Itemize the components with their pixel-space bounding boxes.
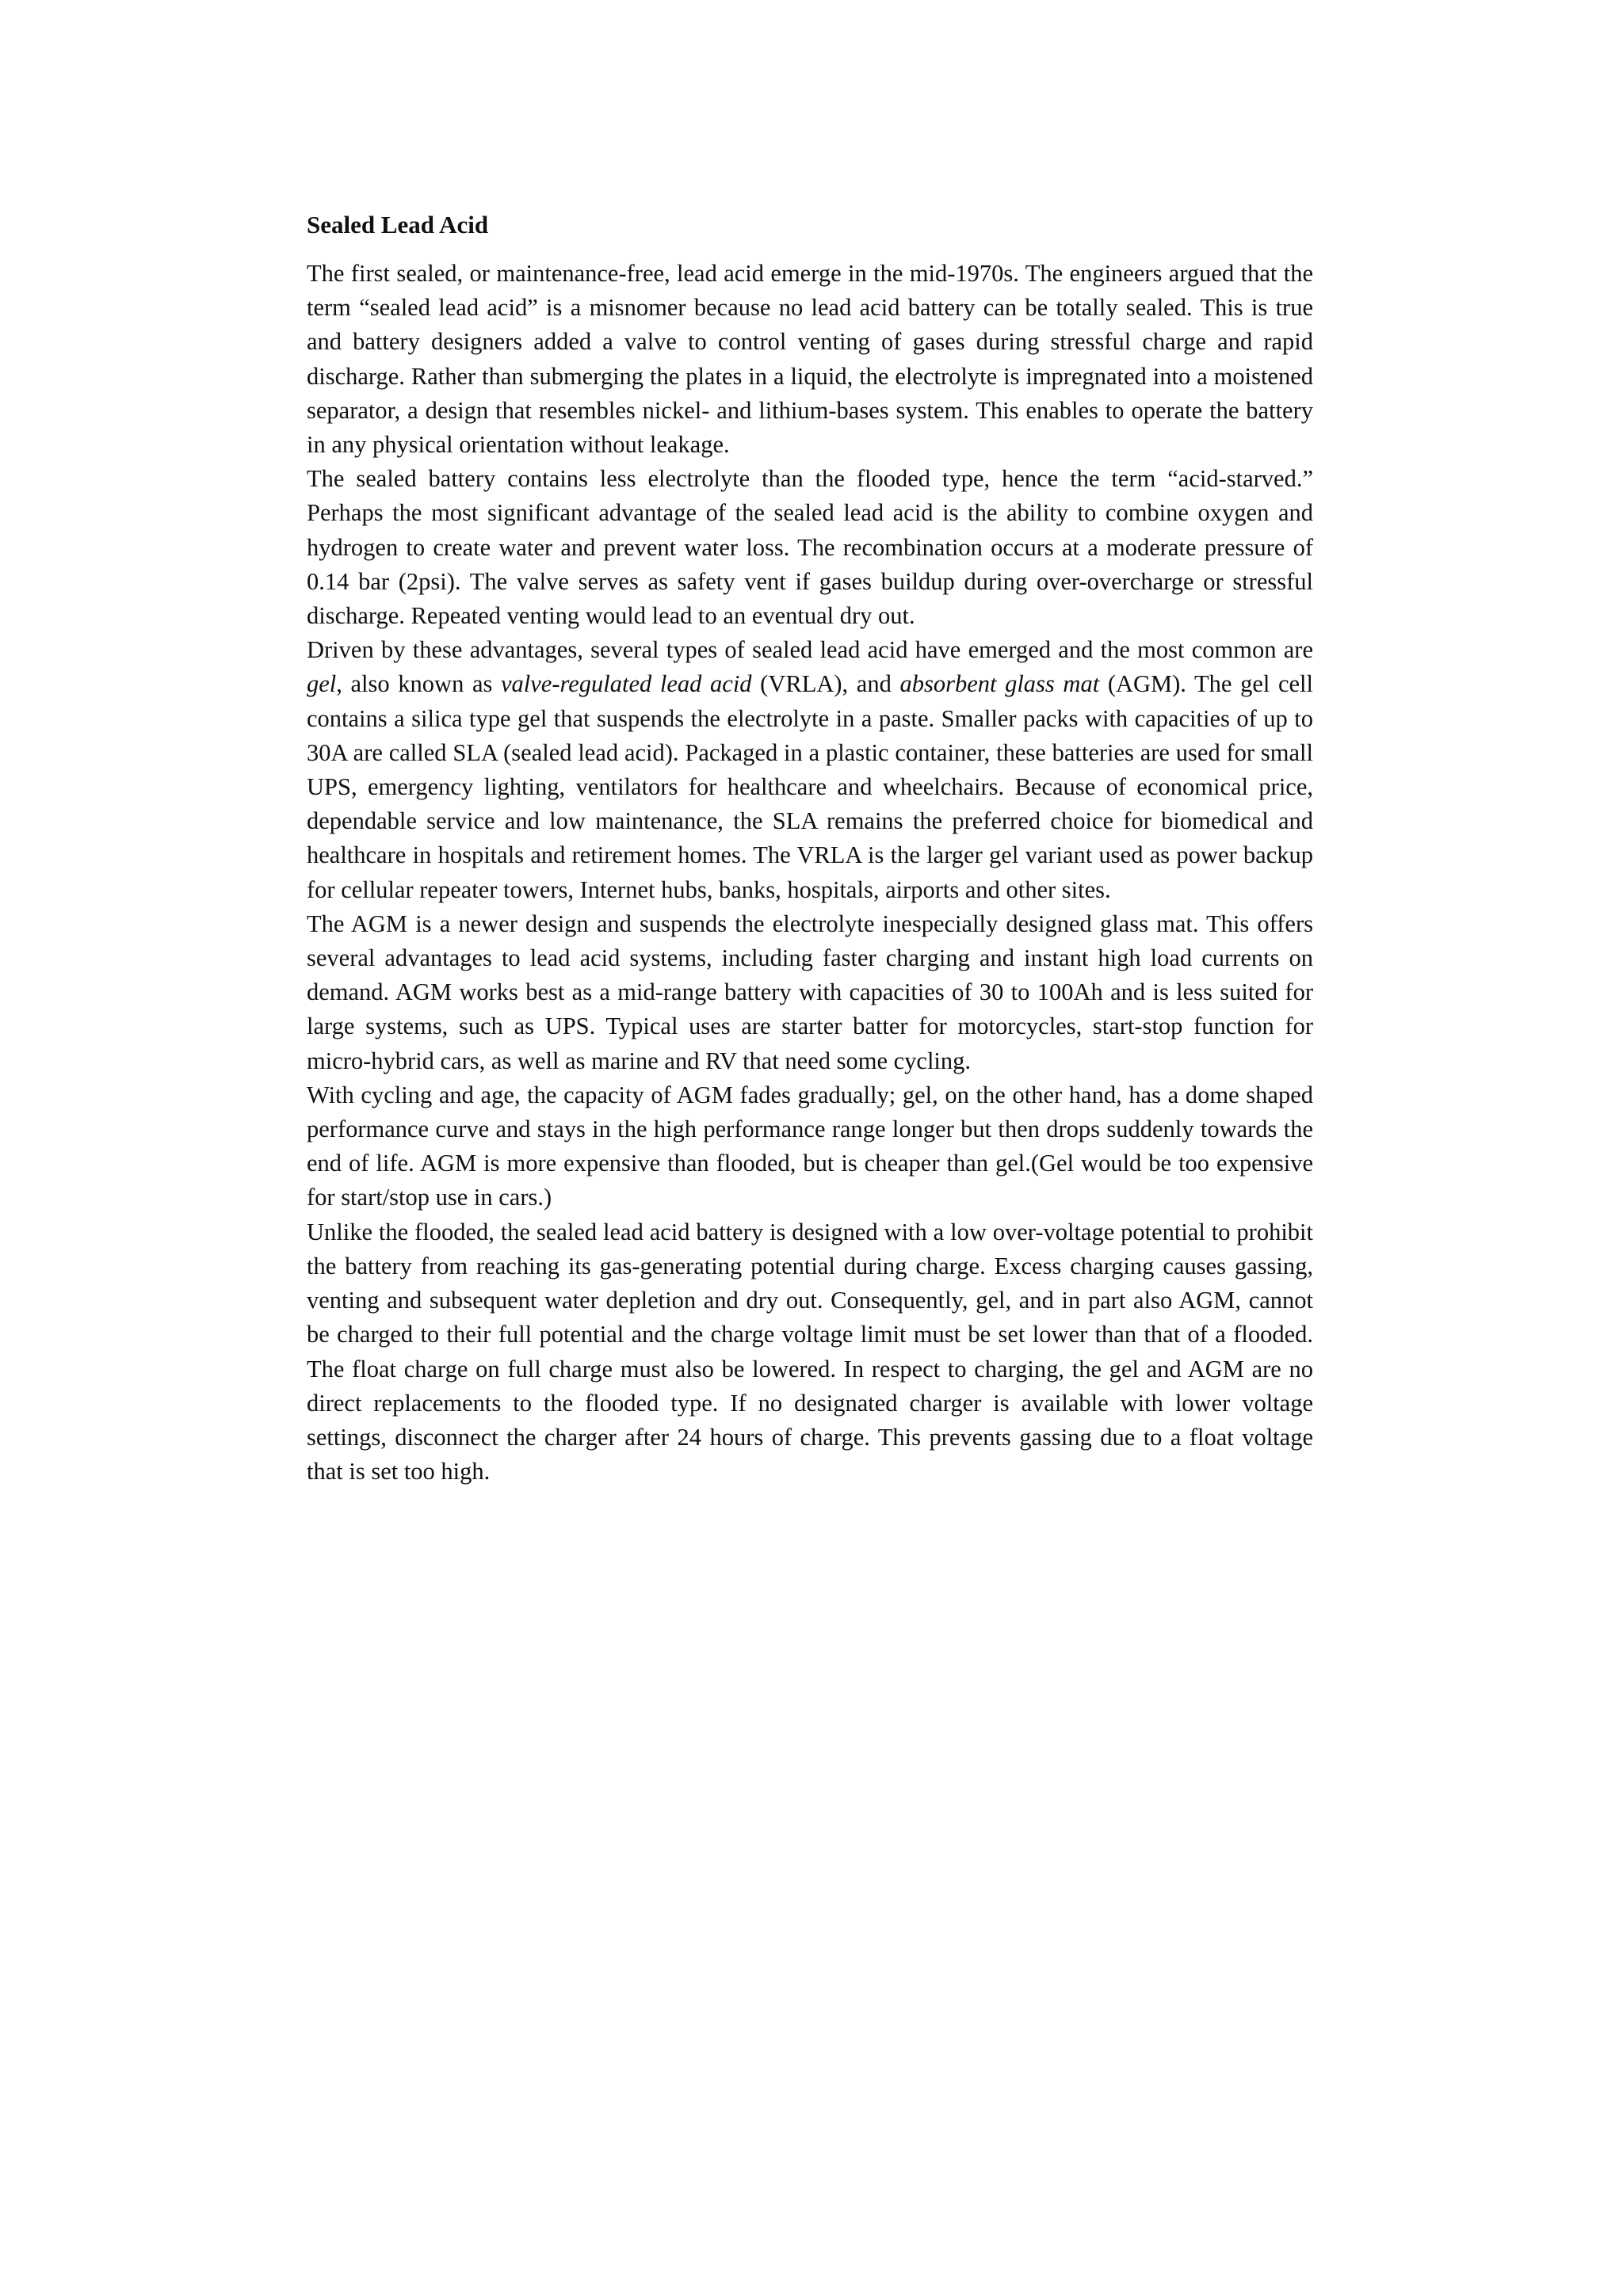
paragraph-cycling-age: With cycling and age, the capacity of AGM fades gradually; gel, on the other hand, has a dome shaped performance curve and stays in the high performance range longer but then drops suddenly towards the end of life. AGM is more expensive than flooded, but is cheaper than gel.(Gel would be too expensive for start/stop use in cars.) <box>307 1081 1313 1211</box>
text-segment: , also known as <box>336 670 501 698</box>
text-segment: (VRLA), and <box>751 670 900 698</box>
paragraph-battery-types <box>307 633 1313 907</box>
term-vrla: valve-regulated lead acid <box>501 670 752 698</box>
paragraph-charging: Unlike the flooded, the sealed lead acid battery is designed with a low over-voltage potential to prohibit the battery from reaching its gas-generating potential during charge. Excess charging causes gassing, venting and subsequent water depletion and dry out. Consequently, gel, and in part also AGM, cannot be charged to their full potential and the charge voltage limit must be set lower than that of a flooded. The float charge on full charge must also be lowered. In respect to charging, the gel and AGM are no direct replacements to the flooded type. If no designated charger is available with lower voltage settings, disconnect the charger after 24 hours of charge. This prevents gassing due to a float voltage that is set too high. <box>307 1218 1313 1486</box>
term-agm: absorbent glass mat <box>899 670 1100 698</box>
document-body <box>307 208 1313 1489</box>
paragraph-introduction: The first sealed, or maintenance-free, lead acid emerge in the mid-1970s. The engineers argued that the term “sealed lead acid” is a misnomer because no lead acid battery can be totally sealed. This is true and battery designers added a valve to control venting of gases during stressful charge and rapid discharge. Rather than submerging the plates in a liquid, the electrolyte is impregnated into a moistened separator, a design that resembles nickel- and lithium-bases system. This enables to operate the battery in any physical orientation without leakage. <box>307 260 1313 459</box>
text-segment: Driven by these advantages, several types of sealed lead acid have emerged and the most common are <box>307 636 1313 664</box>
text-segment: (AGM). The gel cell contains a silica type gel that suspends the electrolyte in a paste. Smaller packs with capacities of up to 30A are called SLA (sealed lead acid). Packaged in a plastic container, these batteries are used for small UPS, emergency lighting, ventilators for healthcare and wheelchairs. Because of economical price, dependable service and low maintenance, the SLA remains the preferred choice for biomedical and healthcare in hospitals and retirement homes. The VRLA is the larger gel variant used as power backup for cellular repeater towers, Internet hubs, banks, hospitals, airports and other sites. <box>307 670 1313 903</box>
paragraph-agm-design: The AGM is a newer design and suspends the electrolyte inespecially designed glass mat. This offers several advantages to lead acid systems, including faster charging and instant high load currents on demand. AGM works best as a mid-range battery with capacities of 30 to 100Ah and is less suited for large systems, such as UPS. Typical uses are starter batter for motorcycles, start-stop function for micro-hybrid cars, as well as marine and RV that need some cycling. <box>307 910 1313 1074</box>
document-title: Sealed Lead Acid <box>307 211 489 238</box>
paragraph-acid-starved: The sealed battery contains less electrolyte than the flooded type, hence the term “acid-starved.” Perhaps the most significant advantage of the sealed lead acid is the ability to combine oxygen and hydrogen to create water and prevent water loss. The recombination occurs at a moderate pressure of 0.14 bar (2psi). The valve serves as safety vent if gases buildup during over-overcharge or stressful discharge. Repeated venting would lead to an eventual dry out. <box>307 465 1313 630</box>
term-gel: gel <box>307 670 337 698</box>
